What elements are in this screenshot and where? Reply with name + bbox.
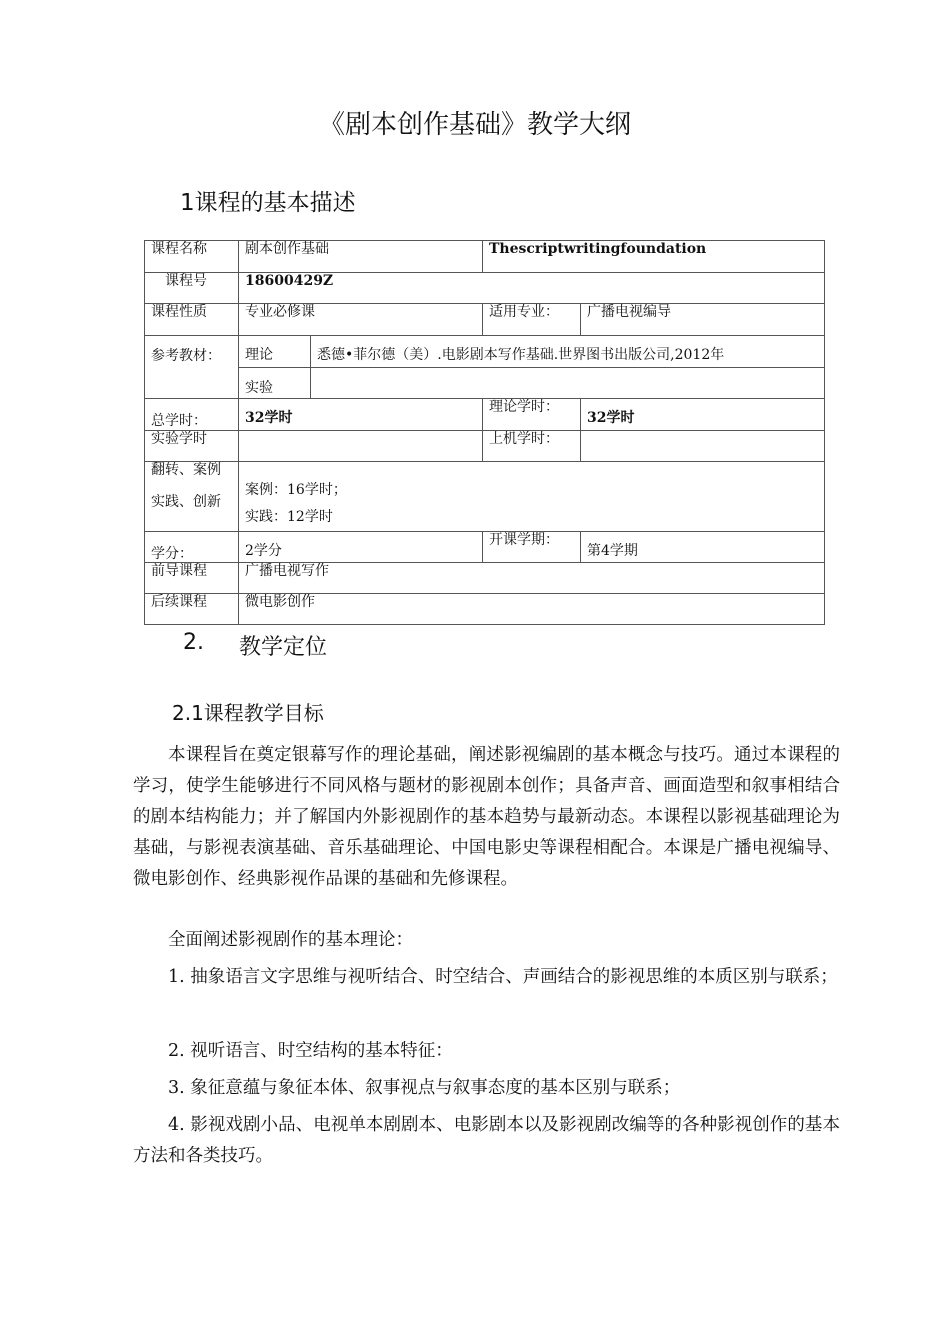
objective-paragraph: 本课程旨在奠定银幕写作的理论基础，阐述影视编剧的基本概念与技巧。通过本课程的学习，使学生能够进行不同风格与题材的影视剧本创作；具备声音、画面造型和叙事相结合的剧本结构能力；并了解国内外影视剧作的基本趋势与最新动态。本课程以影视基础理论为基础，与影视表演基础、音乐基础理论、中国电影史等课程相配合。本课是广播电视编导、微电影创作、经典影视作品课的基础和先修课程。 — [133, 745, 840, 889]
reference-theory-value: 悉德•菲尔德（美）.电影剧本写作基础.世界图书出版公司,2012年 — [311, 336, 825, 368]
section-1-heading: 1课程的基本描述 — [180, 190, 356, 216]
flip-case-value — [239, 462, 825, 532]
flip-case-label — [145, 462, 239, 532]
table-row — [145, 594, 825, 625]
theory-intro: 全面阐述影视剧作的基本理论： — [168, 930, 413, 950]
document-title: 《剧本创作基础》教学大纲 — [318, 110, 631, 140]
list-item: 2. 视听语言、时空结构的基本特征： — [168, 1041, 453, 1061]
practice-hours: 实践：12学时 — [245, 509, 333, 525]
list-item: 4. 影视戏剧小品、电视单本剧剧本、电影剧本以及影视剧改编等的各种影视创作的基本方法和各类技巧。 — [133, 1115, 840, 1166]
credit-label: 学分： — [145, 532, 239, 563]
table-row — [145, 304, 825, 336]
theory-hours-label: 理论学时： — [483, 399, 581, 431]
reference-lab-value — [311, 368, 825, 399]
case-hours: 案例：16学时； — [245, 482, 347, 498]
table-row — [145, 399, 825, 431]
list-item: 3. 象征意蕴与象征本体、叙事视点与叙事态度的基本区别与联系； — [168, 1078, 681, 1098]
section-2-1-heading: 2.1课程教学目标 — [172, 701, 324, 725]
lab-hours-value — [239, 431, 483, 462]
table-row — [145, 368, 825, 399]
table-row — [145, 273, 825, 304]
term-value: 第4学期 — [581, 532, 825, 563]
list-item: 1. 抽象语言文字思维与视听结合、时空结合、声画结合的影视思维的本质区别与联系； — [168, 967, 838, 987]
course-name-label: 课程名称 — [145, 241, 239, 273]
reference-theory-label: 理论 — [239, 336, 311, 368]
lab-hours-label: 实验学时 — [145, 431, 239, 462]
table-row — [145, 563, 825, 594]
table-row — [145, 462, 825, 532]
major-label: 适用专业： — [483, 304, 581, 336]
computer-hours-value — [581, 431, 825, 462]
reference-lab-label: 实验 — [239, 368, 311, 399]
prerequisite-value: 广播电视写作 — [239, 563, 825, 594]
course-info-table — [144, 240, 825, 625]
follow-up-value: 微电影创作 — [239, 594, 825, 625]
course-name-cn: 剧本创作基础 — [239, 241, 483, 273]
flip-label-line-2: 实践、创新 — [151, 494, 221, 510]
flip-label-line-1: 翻转、案例 — [151, 462, 221, 478]
computer-hours-label: 上机学时： — [483, 431, 581, 462]
course-nature-label: 课程性质 — [145, 304, 239, 336]
course-name-en: Thescriptwritingfoundation — [483, 241, 825, 273]
table-row — [145, 532, 825, 563]
credit-value: 2学分 — [239, 532, 483, 563]
total-hours-label: 总学时： — [145, 399, 239, 431]
course-code-value: 18600429Z — [239, 273, 825, 304]
course-nature-value: 专业必修课 — [239, 304, 483, 336]
section-2-number: 2. — [183, 630, 204, 655]
prerequisite-label: 前导课程 — [145, 563, 239, 594]
table-row — [145, 431, 825, 462]
follow-up-label: 后续课程 — [145, 594, 239, 625]
theory-hours-value: 32学时 — [581, 399, 825, 431]
section-2-heading: 教学定位 — [239, 635, 328, 660]
table-row — [145, 241, 825, 273]
reference-label: 参考教材： — [145, 336, 239, 399]
major-value: 广播电视编导 — [581, 304, 825, 336]
course-code-label: 课程号 — [145, 273, 239, 304]
total-hours-value: 32学时 — [239, 399, 483, 431]
table-row — [145, 336, 825, 368]
term-label: 开课学期： — [483, 532, 581, 563]
